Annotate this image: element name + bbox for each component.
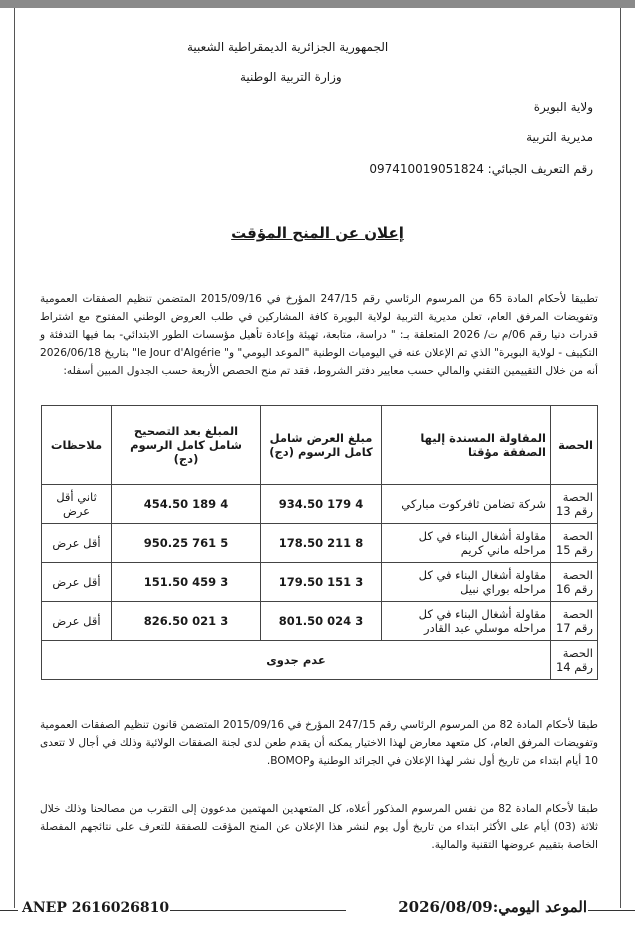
table-row: [42, 563, 598, 602]
header-offer: مبلغ العرض شامل كامل الرسوم (دج): [261, 406, 382, 485]
republic-heading: الجمهورية الجزائرية الديمقراطية الشعبية: [187, 40, 389, 54]
notes-cell: أقل عرض: [42, 602, 112, 641]
footer: [0, 894, 635, 918]
intro-paragraph: تطبيقا لأحكام المادة 65 من المرسوم الرئاسي رقم 247/15 المؤرخ في 2015/09/16 المتضمن تنظيم الصفقات العمومية وتفويضات المرفق العام، تعلن مديرية التربية لولاية البويرة كافة المشاركين في طلب العروض الوطني المفتوح مع اشتراط قدرات دنيا رقم 06/م ت/ 2026 المتعلقة بـ: " دراسة، متابعة، تهيئة وإعادة تأهيل مؤسسات الطور الابتدائي- بما فيها التدفئة و التكييف - لولاية البويرة" الذي تم الإعلان عنه في اليوميات الوطنية "الموعد اليومي" و" le Jour d'Algérie" بتاريخ 2026/06/18 أنه من خلال التقييمين التقني والمالي حسب معايير دفتر الشروط، فقد تم منح الحصص الأربعة حسب الجدول المبين أسفله:: [39, 293, 598, 377]
header-lot: الحصة: [551, 406, 598, 485]
announcement-title: [0, 224, 635, 242]
notes-cell: ثاني أقل عرض: [42, 485, 112, 524]
anep-number: ANEP 2616026810: [22, 900, 170, 916]
offer-cell: 3 151 179.50: [261, 563, 382, 602]
award-table: [41, 405, 598, 680]
offer-cell: 8 211 178.50: [261, 524, 382, 563]
directorate-label: مديرية التربية: [526, 130, 593, 144]
company-cell: مقاولة أشغال البناء في كل مراحله ماني كريم: [382, 524, 551, 563]
corrected-cell: 3 021 826.50: [112, 602, 261, 641]
announcement-title-text: إعلان عن المنح المؤقت: [231, 224, 404, 242]
wilaya-label: ولاية البويرة: [533, 100, 593, 114]
company-cell: مقاولة أشغال البناء في كل مراحله بوراي نبيل: [382, 563, 551, 602]
lot-cell: الحصة رقم 13: [551, 485, 598, 524]
tax-id-label: رقم التعريف الجبائي: 097410019051824: [369, 162, 593, 176]
offer-cell: 4 179 934.50: [261, 485, 382, 524]
footer-rule-right: [588, 910, 635, 911]
results-paragraph: طبقا لأحكام المادة 82 من نفس المرسوم المذكور أعلاه، كل المتعهدين المهتمين مدعوون إلى التقرب من مصالحنا وذلك خلال ثلاثة (03) أيام على الأكثر ابتداء من تاريخ أول يوم لنشر هذا الإعلان عن المنح المؤقت للصفقة للتعرف على نتائجهم المفصلة الخاصة بتقييم عروضها التقنية والمالية.: [40, 803, 599, 851]
notes-cell: أقل عرض: [42, 524, 112, 563]
table-row: [42, 602, 598, 641]
lot-cell: الحصة رقم 17: [551, 602, 598, 641]
appeal-paragraph: طبقا لأحكام المادة 82 من المرسوم الرئاسي رقم 247/15 المؤرخ في 2015/09/16 المتضمن قانون تنظيم الصفقات العمومية وتفويضات المرفق العام، كل متعهد معارض لهذا الاختيار يمكنه أن يقدم طعن لدى لجنة الصفقات الولائية وذلك في أجال لا تتعدى 10 أيام ابتداء من تاريخ أول نشر لهذا الإعلان في الجرائد الوطنية وBOMOP.: [40, 719, 598, 767]
ministry-heading: وزارة التربية الوطنية: [240, 70, 342, 84]
unsuccessful-status: عدم جدوى: [42, 641, 551, 680]
lot-cell: الحصة رقم 15: [551, 524, 598, 563]
table-row: [42, 524, 598, 563]
company-cell: مقاولة أشغال البناء في كل مراحله موسلي عبد القادر: [382, 602, 551, 641]
lot-cell: الحصة رقم 14: [551, 641, 598, 680]
corrected-cell: 3 459 151.50: [112, 563, 261, 602]
header-company: المقاولة المسندة إليها الصفقة مؤقتا: [382, 406, 551, 485]
table-header-row: [42, 406, 598, 485]
header-notes: ملاحظات: [42, 406, 112, 485]
offer-cell: 3 024 801.50: [261, 602, 382, 641]
table-row-unsuccessful: [42, 641, 598, 680]
corrected-cell: 4 189 454.50: [112, 485, 261, 524]
corrected-cell: 5 761 950.25: [112, 524, 261, 563]
footer-rule-middle: [170, 910, 346, 911]
company-cell: شركة تضامن ثافركوت مباركي: [382, 485, 551, 524]
lot-cell: الحصة رقم 16: [551, 563, 598, 602]
newspaper-date: الموعد اليومي:2026/08/09: [398, 898, 587, 916]
table-row: [42, 485, 598, 524]
top-bar: [0, 0, 635, 8]
footer-rule-left: [0, 910, 18, 911]
header-corrected: المبلغ بعد التصحيح شامل كامل الرسوم (دج): [112, 406, 261, 485]
notes-cell: أقل عرض: [42, 563, 112, 602]
